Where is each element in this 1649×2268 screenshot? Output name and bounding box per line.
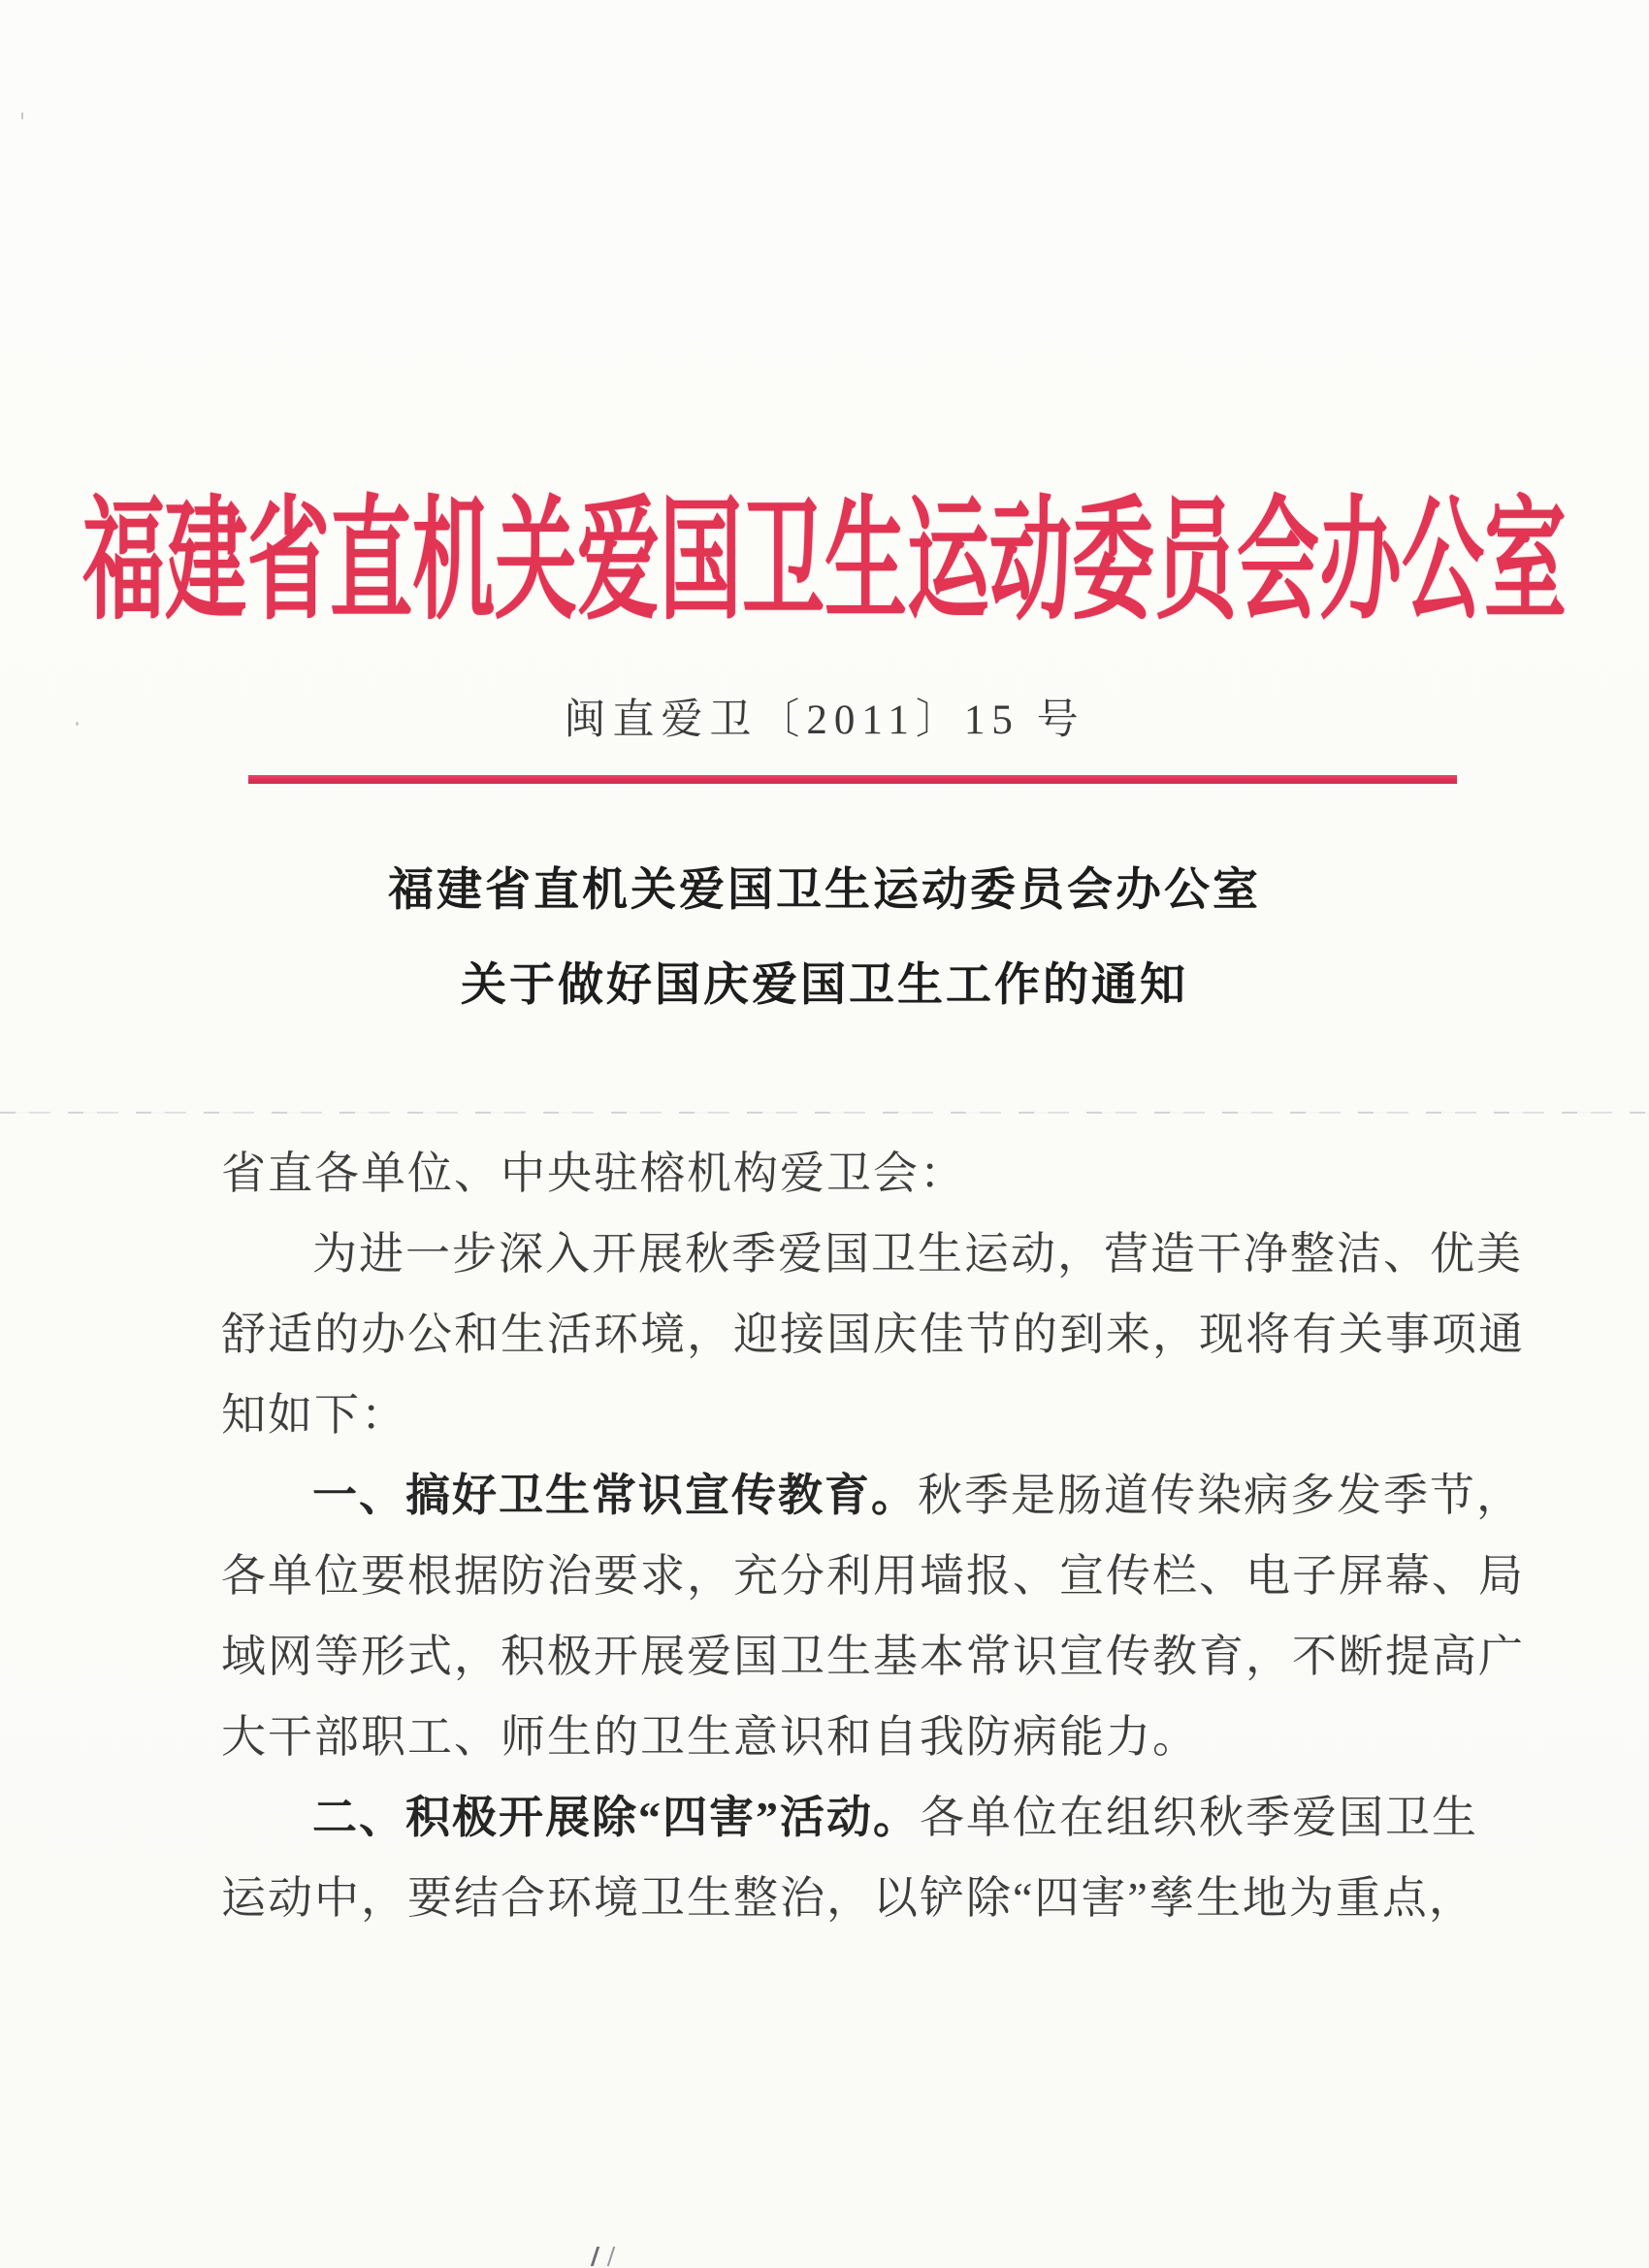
document-number: 闽直爱卫〔2011〕15 号 bbox=[564, 697, 1085, 743]
red-masthead-org-title: 福建省直机关爱国卫生运动委员会办公室 bbox=[81, 488, 1567, 636]
body-line bbox=[221, 1616, 1525, 1697]
body-line-text: 秋季是肠道传染病多发季节， bbox=[918, 1471, 1523, 1520]
notice-title-line1: 福建省直机关爱国卫生运动委员会办公室 bbox=[388, 865, 1261, 916]
section-lead-bold: 一、搞好卫生常识宣传教育。 bbox=[312, 1471, 918, 1520]
section-lead-bold: 二、积极开展除“四害”活动。 bbox=[312, 1793, 920, 1842]
body-line bbox=[221, 1294, 1525, 1375]
scan-artifact-mark bbox=[591, 2247, 615, 2266]
body-line bbox=[221, 1777, 1488, 1858]
body-line-text: 知如下： bbox=[221, 1390, 407, 1440]
body-line bbox=[221, 1375, 1488, 1455]
body-line-text: 省直各单位、中央驻榕机构爱卫会： bbox=[221, 1149, 966, 1198]
body-line bbox=[221, 1697, 1488, 1777]
body-line-text: 运动中，要结合环境卫生整治，以铲除“四害”孳生地为重点， bbox=[221, 1873, 1475, 1923]
body-line bbox=[221, 1455, 1523, 1536]
paper-fold-crease bbox=[0, 1112, 1649, 1114]
body-line bbox=[221, 1858, 1488, 1938]
body-line-text: 舒适的办公和生活环境，迎接国庆佳节的到来，现将有关事项通 bbox=[221, 1310, 1525, 1359]
scan-speck bbox=[76, 722, 79, 726]
body-line-text: 大干部职工、师生的卫生意识和自我防病能力。 bbox=[221, 1712, 1199, 1762]
body-line-text: 域网等形式，积极开展爱国卫生基本常识宣传教育，不断提高广 bbox=[221, 1632, 1525, 1681]
body-line bbox=[221, 1133, 1488, 1214]
body-line-text: 为进一步深入开展秋季爱国卫生运动，营造干净整洁、优美 bbox=[312, 1229, 1523, 1279]
notice-title-line2: 关于做好国庆爱国卫生工作的通知 bbox=[461, 960, 1188, 1011]
body-line bbox=[221, 1536, 1525, 1616]
body-line-text: 各单位要根据防治要求，充分利用墙报、宣传栏、电子屏幕、局 bbox=[221, 1551, 1525, 1601]
body-line-text: 各单位在组织秋季爱国卫生 bbox=[920, 1793, 1478, 1842]
body-line bbox=[221, 1214, 1523, 1294]
notice-body bbox=[221, 1133, 1525, 1938]
scan-speck bbox=[21, 113, 23, 119]
red-separator-rule bbox=[248, 775, 1457, 784]
